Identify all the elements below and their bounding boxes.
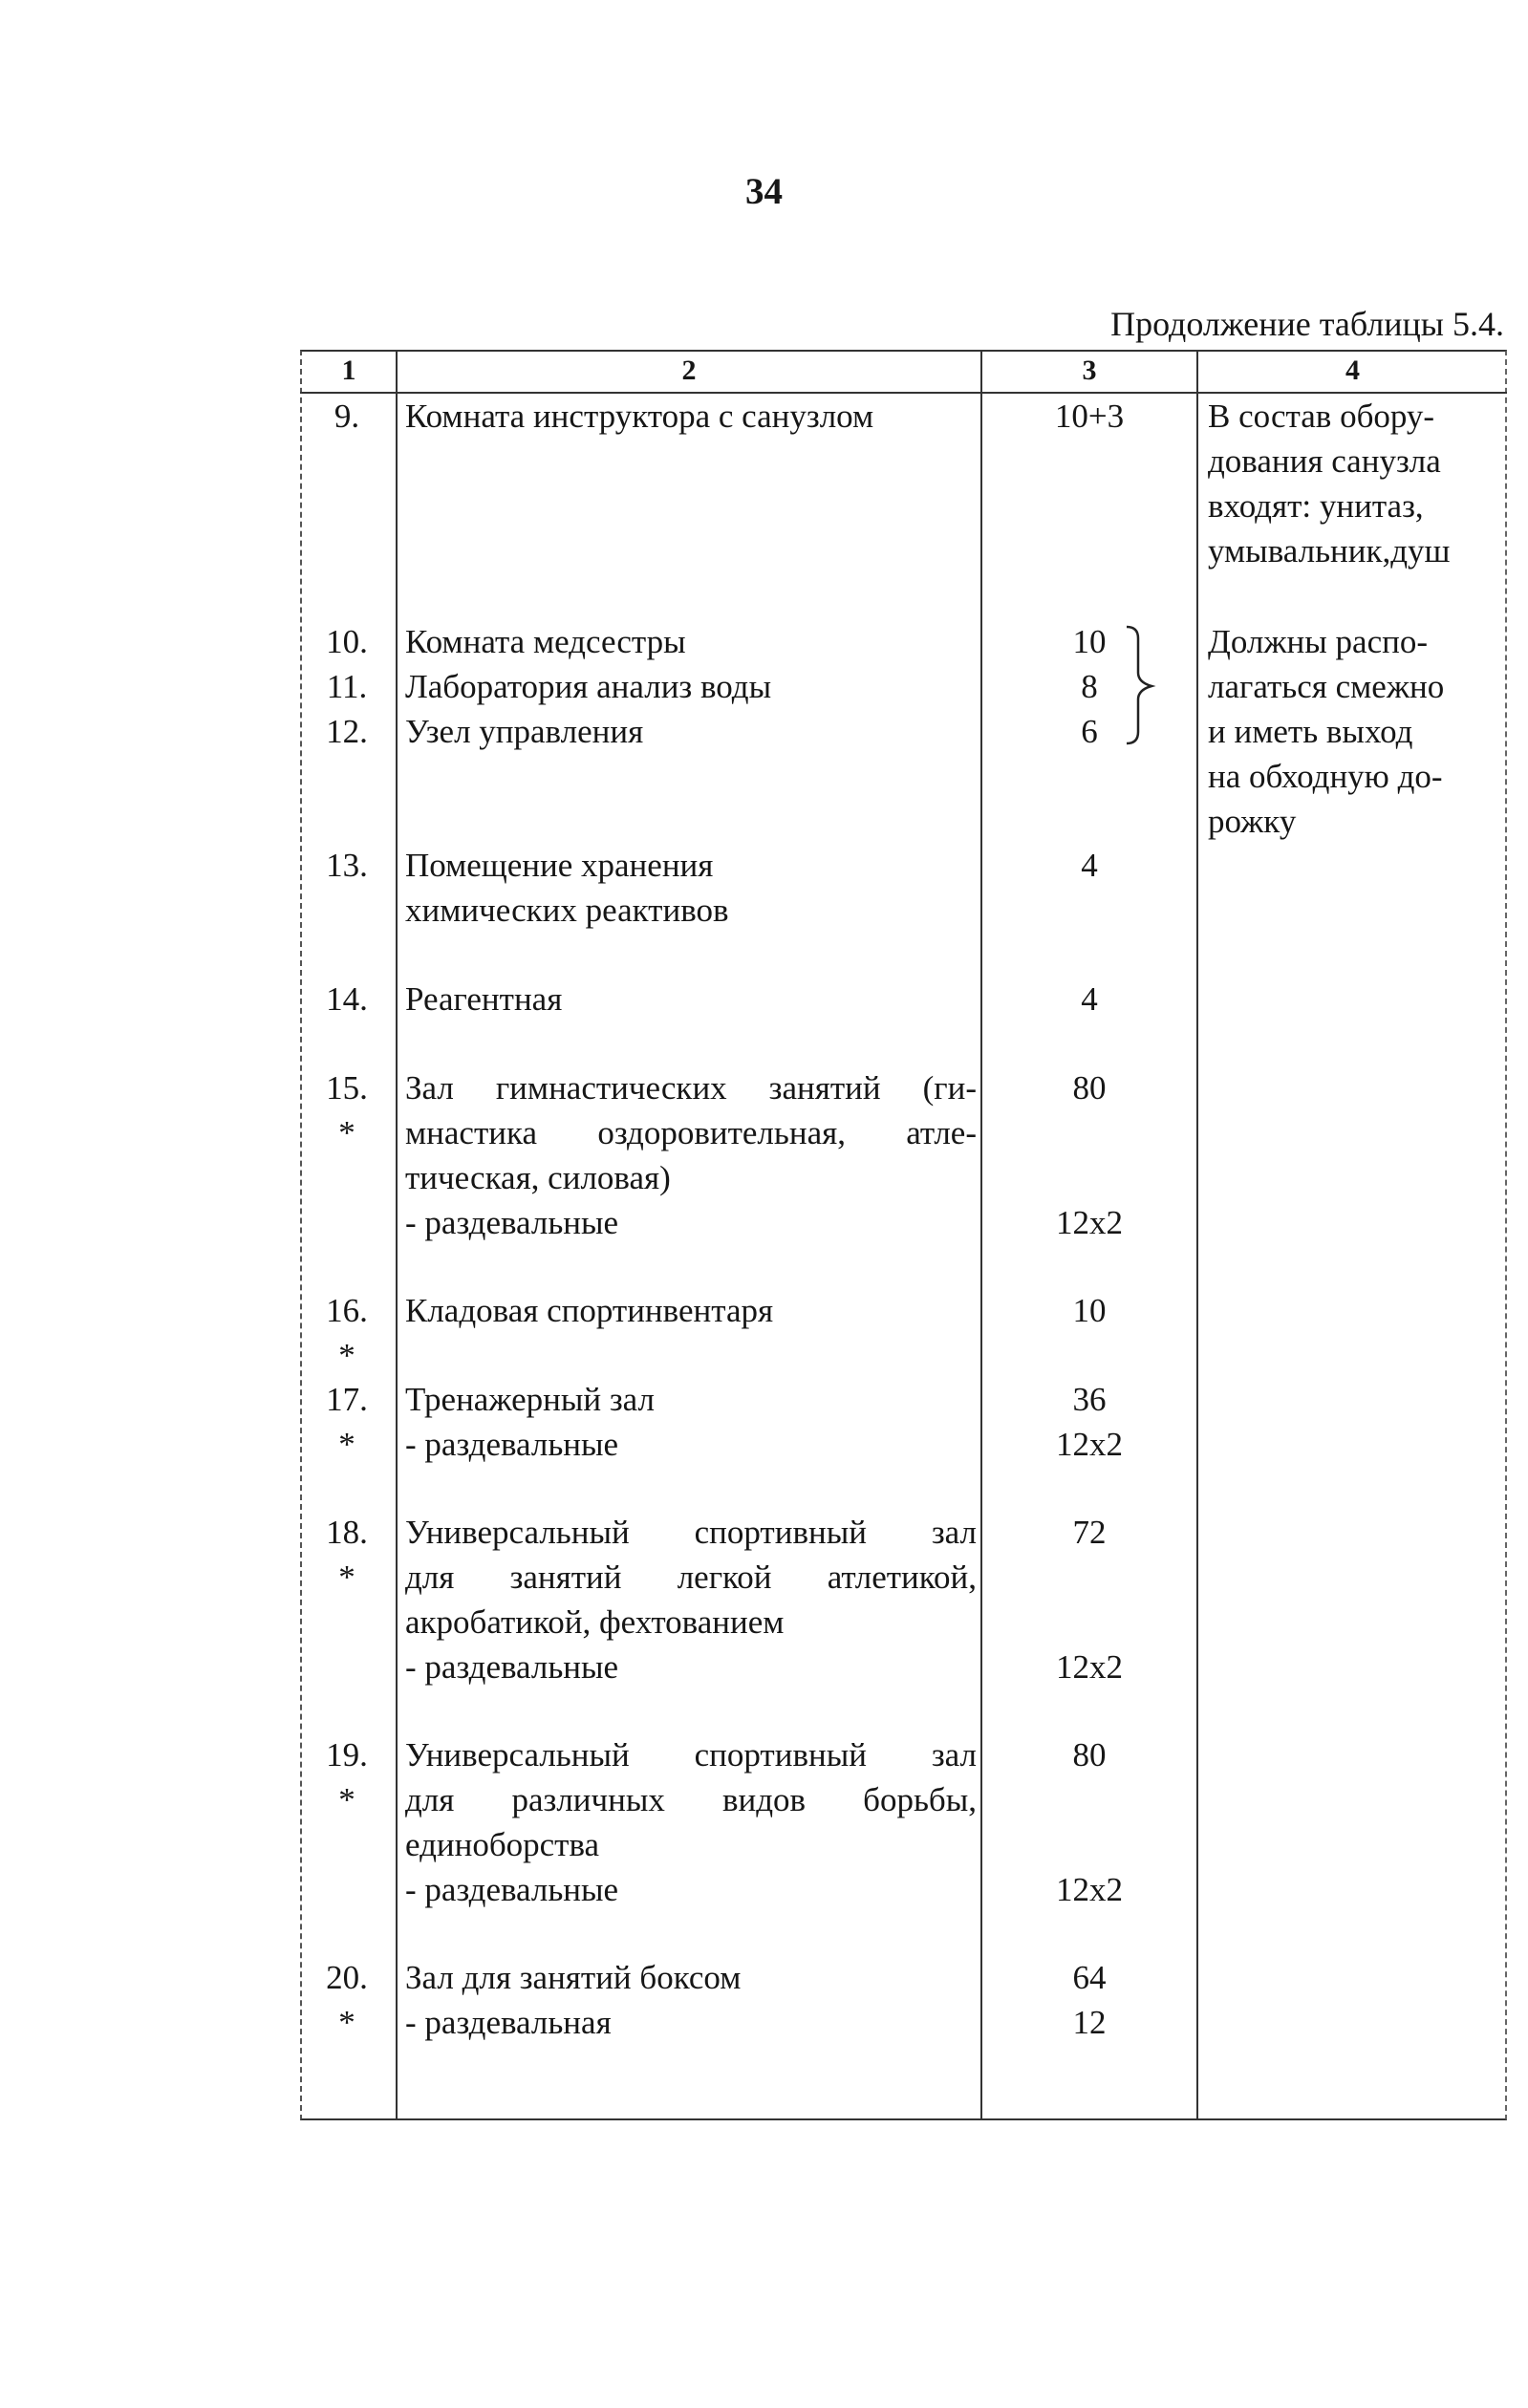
row-number: 12. [326,713,368,750]
room-name: Комната инструктора с санузлом [405,398,874,435]
room-area: 80 12х2 [1056,1736,1123,1908]
row-number: 16. * [302,1288,392,1378]
header-col-2: 2 [681,355,697,386]
room-area: 10 [1072,623,1107,660]
row-mark: * [338,1337,355,1374]
row-mark: * [338,2004,355,2041]
row-number: 19. * [302,1732,392,1822]
room-name: Зал гимнастических занятий (ги- мнастика оздоровительная, атле- тическая, силовая) - раздевальные [405,1069,977,1241]
room-area: 4 [1081,980,1098,1018]
column-divider [1196,350,1198,2120]
row-number: 14. [326,980,368,1018]
room-area: 10+3 [1054,398,1125,435]
column-divider [396,350,398,2120]
room-area: 64 12 [1072,1959,1107,2041]
room-area: 8 [1081,668,1098,705]
row-mark: * [338,1781,355,1818]
row-number: 9. [334,398,360,435]
header-col-1: 1 [341,355,356,386]
room-name: Комната медсестры [405,623,686,660]
row-number: 20. * [302,1955,392,2045]
row-mark: * [338,1559,355,1596]
room-name: Помещение хранения химических реактивов [405,847,729,929]
header-col-4: 4 [1345,355,1360,386]
room-name: Кладовая спортинвентаря [405,1292,774,1329]
room-area: 4 [1081,847,1098,884]
header-col-3: 3 [1082,355,1097,386]
row-number: 17. * [302,1377,392,1467]
room-name: Универсальный спортивный зал для различных видов борьбы, единоборства - раздевальные [405,1736,977,1908]
page-number: 34 [745,171,783,212]
room-name: Зал для занятий боксом - раздевальная [405,1959,742,2041]
table-caption: Продолжение таблицы 5.4. [1110,305,1504,343]
room-name: Лаборатория анализ воды [405,668,772,705]
room-name: Универсальный спортивный зал для занятий легкой атлетикой, акробатикой, фехтованием - раздевальные [405,1514,977,1686]
row-mark: * [338,1114,355,1151]
grouping-brace [1123,623,1161,747]
row-number: 15. * [302,1065,392,1155]
row-number: 10. [326,623,368,660]
room-name: Тренажерный зал - раздевальные [405,1381,655,1463]
row-mark: * [338,1426,355,1463]
room-note: В состав обору- дования санузла входят: унитаз, умывальник,душ [1208,398,1451,570]
row-number: 13. [326,847,368,884]
room-area: 36 12х2 [1056,1381,1123,1463]
room-area: 72 12х2 [1056,1514,1123,1686]
room-area: 80 12х2 [1056,1069,1123,1241]
row-number: 11. [326,668,368,705]
room-name: Реагентная [405,980,563,1018]
room-name: Узел управления [405,713,644,750]
room-note: Должны распо- лагаться смежно и иметь выход на обходную до- рожку [1208,623,1445,840]
row-number: 18. * [302,1510,392,1600]
room-area: 6 [1081,713,1098,750]
room-area: 10 [1072,1292,1107,1329]
